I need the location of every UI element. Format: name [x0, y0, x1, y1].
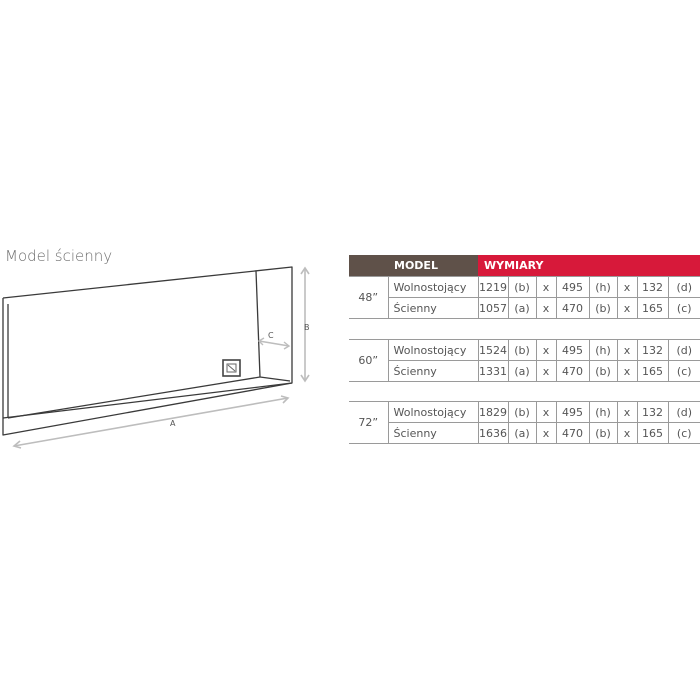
height-value: 470 — [556, 361, 589, 382]
height-value: 495 — [556, 340, 589, 361]
times-sign: x — [617, 277, 637, 298]
times-sign: x — [536, 423, 556, 444]
size-label: 48” — [349, 277, 388, 319]
depth-value: 165 — [637, 298, 668, 319]
table-header — [349, 255, 700, 276]
table-row — [349, 402, 700, 423]
fireplace-outline — [3, 267, 292, 435]
model-type: Ścienny — [388, 361, 478, 382]
depth-value: 132 — [637, 340, 668, 361]
width-value: 1524 — [478, 340, 508, 361]
depth-ref: (c) — [676, 426, 692, 440]
dimension-a-arrow — [14, 396, 288, 448]
control-box-icon — [223, 360, 240, 376]
times-sign: x — [617, 423, 637, 444]
width-value: 1057 — [478, 298, 508, 319]
model-type: Wolnostojący — [388, 277, 478, 298]
dimension-b-label: B — [304, 323, 310, 332]
depth-ref: (c) — [676, 301, 692, 315]
dimension-c-arrow — [259, 338, 289, 349]
height-value: 495 — [556, 402, 589, 423]
model-type: Ścienny — [388, 298, 478, 319]
times-sign: x — [617, 298, 637, 319]
width-ref: (b) — [508, 402, 536, 423]
model-type: Wolnostojący — [388, 402, 478, 423]
width-ref: (b) — [508, 340, 536, 361]
width-ref: (a) — [508, 361, 536, 382]
width-ref: (b) — [508, 277, 536, 298]
height-value: 470 — [556, 298, 589, 319]
model-type: Wolnostojący — [388, 340, 478, 361]
size-label: 72” — [349, 402, 388, 444]
times-sign: x — [536, 402, 556, 423]
table-row — [349, 340, 700, 361]
height-ref: (h) — [589, 402, 617, 423]
times-sign: x — [536, 298, 556, 319]
depth-ref: (d) — [668, 402, 700, 423]
depth-value: 165 — [637, 361, 668, 382]
table-row — [349, 361, 700, 382]
width-value: 1219 — [478, 277, 508, 298]
size-group-60 — [349, 339, 700, 382]
size-group-48 — [349, 276, 700, 319]
times-sign: x — [536, 361, 556, 382]
width-value: 1829 — [478, 402, 508, 423]
height-ref: (h) — [589, 340, 617, 361]
depth-ref: (d) — [668, 340, 700, 361]
width-ref: (a) — [508, 423, 536, 444]
table-row — [349, 423, 700, 444]
header-spacer — [349, 255, 388, 276]
width-value: 1636 — [478, 423, 508, 444]
dimension-c-label: C — [268, 331, 274, 340]
times-sign: x — [617, 402, 637, 423]
times-sign: x — [536, 340, 556, 361]
height-ref: (b) — [589, 361, 617, 382]
header-row — [349, 255, 700, 276]
height-value: 470 — [556, 423, 589, 444]
times-sign: x — [536, 277, 556, 298]
size-label: 60” — [349, 340, 388, 382]
times-sign: x — [617, 340, 637, 361]
header-model: MODEL — [388, 255, 478, 276]
height-ref: (h) — [589, 277, 617, 298]
diagram-title: Model ścienny — [5, 247, 113, 265]
dimension-a-label: A — [170, 419, 176, 428]
depth-value: 132 — [637, 277, 668, 298]
depth-ref: (c) — [676, 364, 692, 378]
height-value: 495 — [556, 277, 589, 298]
table-row — [349, 277, 700, 298]
header-dimensions: WYMIARY — [478, 255, 700, 276]
height-ref: (b) — [589, 298, 617, 319]
depth-value: 132 — [637, 402, 668, 423]
width-value: 1331 — [478, 361, 508, 382]
model-type: Ścienny — [388, 423, 478, 444]
width-ref: (a) — [508, 298, 536, 319]
times-sign: x — [617, 361, 637, 382]
table-row — [349, 298, 700, 319]
depth-value: 165 — [637, 423, 668, 444]
height-ref: (b) — [589, 423, 617, 444]
size-group-72 — [349, 401, 700, 444]
depth-ref: (d) — [668, 277, 700, 298]
